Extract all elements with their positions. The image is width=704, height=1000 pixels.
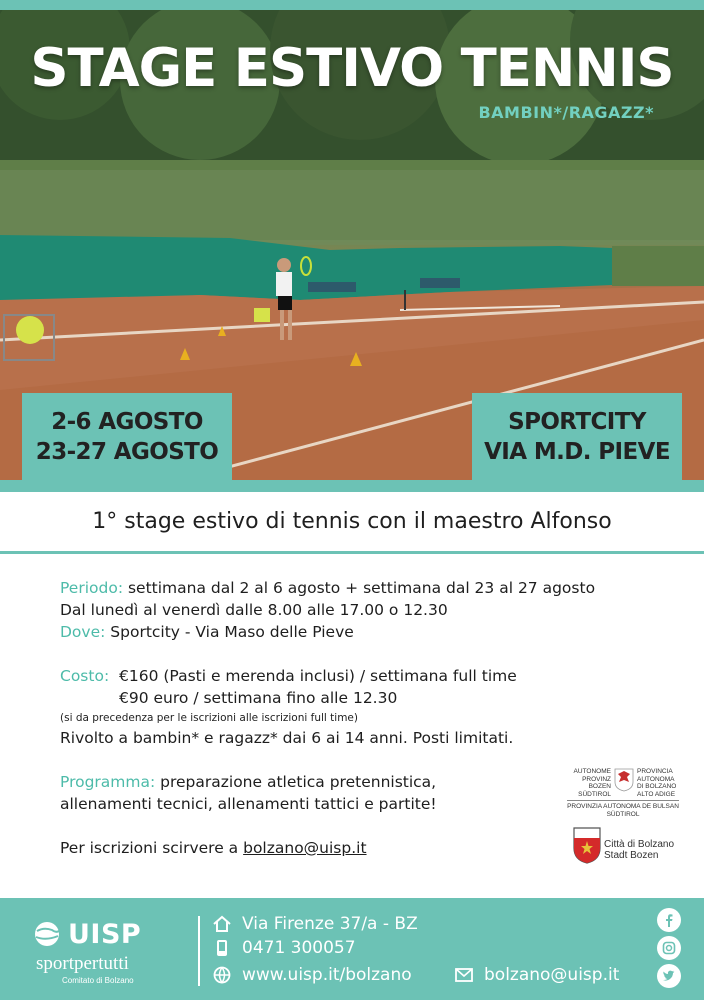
programma-label: Programma: — [60, 773, 156, 791]
mail-icon — [454, 966, 474, 984]
contact-website — [212, 965, 412, 985]
dove-row — [60, 621, 660, 643]
city-line-2: Stadt Bozen — [604, 850, 659, 861]
poster-subtitle: BAMBIN*/RAGAZZ* — [478, 103, 654, 122]
globe-icon — [212, 966, 232, 984]
twitter-icon[interactable] — [657, 964, 681, 988]
divider-rule — [0, 551, 704, 554]
top-accent-strip — [0, 0, 704, 10]
iscrizioni-text: Per iscrizioni scirvere a — [60, 839, 244, 857]
costo-label: Costo: — [60, 667, 110, 685]
provincia-right-text: PROVINCIA AUTONOMA DI BOLZANO ALTO ADIGE — [637, 768, 677, 798]
address-text: Via Firenze 37/a - BZ — [242, 914, 418, 934]
phone-text[interactable]: 0471 300057 — [242, 938, 356, 958]
instagram-icon[interactable] — [657, 936, 681, 960]
uisp-logo — [32, 913, 202, 993]
orario-row: Dal lunedì al venerdì dalle 8.00 alle 17.00 o 12.30 — [60, 601, 448, 619]
eagle-icon — [614, 768, 634, 792]
dates-line-2: 23-27 AGOSTO — [35, 439, 219, 465]
dove-text: Sportcity - Via Maso delle Pieve — [105, 623, 354, 641]
teal-band — [0, 480, 704, 492]
poster-title: STAGE ESTIVO TENNIS — [30, 38, 674, 99]
place-line-1: SPORTCITY — [508, 409, 646, 435]
city-line-1: Città di Bolzano — [604, 839, 675, 850]
hero-photo — [0, 10, 704, 488]
dove-label: Dove: — [60, 623, 106, 641]
uisp-tagline: sportpertutti — [36, 953, 129, 974]
provincia-bottom-text: PROVINZIA AUTONOMA DE BULSAN SÜDTIROL — [567, 800, 679, 818]
city-logo — [572, 826, 682, 874]
city-name — [604, 839, 674, 861]
iscrizioni-email-link[interactable]: bolzano@uisp.it — [243, 839, 367, 857]
city-shield-icon — [572, 826, 602, 864]
contact-email — [454, 965, 619, 985]
periodo-text: settimana dal 2 al 6 agosto + settimana dal 23 al 27 agosto — [123, 579, 596, 597]
facebook-icon[interactable] — [657, 908, 681, 932]
contact-address — [212, 914, 418, 934]
email-link[interactable]: bolzano@uisp.it — [484, 965, 620, 985]
provincia-logo — [567, 766, 679, 818]
periodo-label: Periodo: — [60, 579, 124, 597]
costo-2: €90 euro / settimana fino alle 12.30 — [119, 689, 398, 707]
uisp-brand: UISP — [68, 919, 142, 950]
costo-row — [60, 665, 660, 687]
place-line-2: VIA M.D. PIEVE — [484, 439, 670, 465]
footer — [0, 898, 704, 1000]
dates-box — [22, 393, 232, 481]
iscrizioni-row — [60, 837, 660, 859]
phone-icon — [212, 939, 232, 957]
periodo-row — [60, 577, 660, 599]
home-icon — [212, 915, 232, 933]
programma-row-2: allenamenti tecnici, allenamenti tattici e partite! — [60, 795, 437, 813]
rivolto-row: Rivolto a bambin* e ragazz* dai 6 ai 14 anni. Posti limitati. — [60, 729, 514, 747]
website-link[interactable]: www.uisp.it/bolzano — [242, 965, 412, 985]
footer-separator — [198, 916, 200, 986]
place-box — [472, 393, 682, 481]
uisp-comitato: Comitato di Bolzano — [62, 976, 134, 985]
programma-text: preparazione atletica pretennistica, — [155, 773, 437, 791]
uisp-globe-icon — [32, 919, 66, 949]
provincia-left-text: AUTONOME PROVINZ BOZEN SÜDTIROL — [573, 768, 611, 798]
contact-phone — [212, 938, 356, 958]
costo-note: (si da precedenza per le iscrizioni alle iscrizioni full time) — [60, 712, 358, 724]
costo-1: €160 (Pasti e merenda inclusi) / settimana full time — [119, 667, 517, 685]
dates-line-1: 2-6 AGOSTO — [51, 409, 203, 435]
headline: 1° stage estivo di tennis con il maestro Alfonso — [92, 509, 612, 534]
